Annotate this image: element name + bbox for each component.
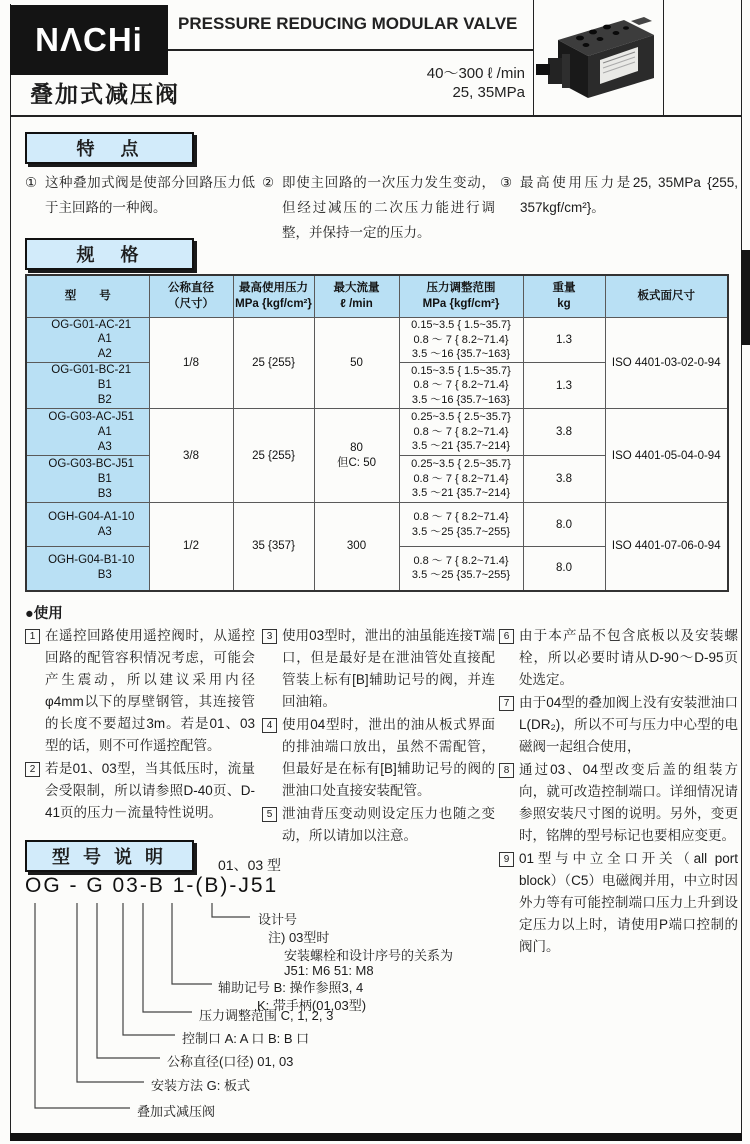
cell-range — [399, 456, 523, 503]
feature-text: 即使主回路的一次压力发生变动，但经过减压的二次压力能进行调整，并保持一定的压力。 — [282, 175, 495, 240]
usage-text: 由于04型的叠加阀上没有安装泄油口L(DR₂)，所以不可与压力中心型的电磁阀一起组合使用， — [519, 695, 738, 754]
usage-num: 9 — [499, 852, 514, 867]
model-name: OG-G01-BC-21 — [51, 364, 132, 377]
model-code: OG - G 03-B 1-(B)-J51 — [25, 874, 279, 897]
usage-text: 通过03、04型改变后盖的组装方向，就可改造控制端口。详细情况请参照安装尺寸图的说明。另外，变更时，铭牌的型号标记也要相应变更。 — [519, 762, 738, 843]
feature-item — [262, 170, 495, 245]
range-line: 0.15~3.5 { 1.5~35.7} — [411, 319, 511, 332]
usage-num: 3 — [262, 629, 277, 644]
usage-item — [262, 714, 495, 802]
usage-num: 2 — [25, 762, 40, 777]
usage-num: 8 — [499, 763, 514, 778]
usage-text: 泄油背压变动则设定压力也随之变动，所以请加以注意。 — [282, 806, 495, 843]
model-variant: B1 — [97, 379, 112, 392]
section-features-label: 特 点 — [76, 139, 143, 159]
col-header-flow — [314, 275, 399, 317]
col-header-maxp-line2: MPa {kgf/cm²} — [235, 298, 312, 311]
cell-range — [399, 409, 523, 456]
model-variant: A3 — [97, 440, 112, 453]
label-aux-symbol: 辅助记号 B: 操作参照3, 4 — [218, 980, 364, 995]
model-name: OG-G03-BC-J51 — [48, 457, 135, 470]
cell-model — [26, 503, 149, 547]
model-name: OG-G01-AC-21 — [51, 318, 132, 331]
flow-line: 80 — [350, 441, 363, 454]
usage-item — [25, 625, 255, 757]
header-divider-1 — [533, 0, 534, 115]
cell-range — [399, 317, 523, 363]
model-variant: A1 — [97, 425, 112, 438]
usage-item — [499, 848, 738, 958]
pressure-range: 25, 35MPa — [452, 84, 525, 101]
usage-item — [499, 625, 738, 691]
page-title: PRESSURE REDUCING MODULAR VALVE — [178, 14, 518, 33]
table-row — [26, 503, 728, 547]
col-header-size-line1: 公称直径 — [168, 281, 214, 294]
spec-header-row — [26, 275, 728, 317]
range-line: 0.8 ～ 7 { 8.2~71.4} — [413, 472, 509, 485]
label-control-port: 控制口 A: A 口 B: B 口 — [182, 1031, 310, 1046]
cell-model — [26, 363, 149, 409]
range-line: 0.25~3.5 { 2.5~35.7} — [411, 411, 511, 424]
header-divider-2 — [663, 0, 664, 115]
model-variant: B1 — [97, 472, 112, 485]
cell-maxpressure: 25 {255} — [233, 317, 314, 409]
cell-weight: 1.3 — [523, 317, 605, 363]
col-header-size-line2: （尺寸） — [168, 298, 214, 311]
usage-num: 7 — [499, 696, 514, 711]
model-variant: B3 — [97, 487, 112, 500]
model-variant: B3 — [97, 569, 112, 582]
cell-weight: 8.0 — [523, 503, 605, 547]
product-name: 叠加式减压阀 — [30, 81, 180, 107]
cell-flow — [314, 503, 399, 591]
section-model-code-label: 型 号 说 明 — [51, 847, 167, 867]
left-border — [10, 4, 11, 1134]
model-name: OG-G03-AC-J51 — [48, 410, 135, 423]
model-variant: A2 — [97, 348, 112, 361]
section-model-code — [25, 840, 194, 872]
features-col-1 — [25, 170, 255, 222]
col-header-weight-line2: kg — [557, 298, 571, 311]
usage-text: 由于本产品不包含底板以及安装螺栓，所以必要时请从D-90～D-95页处选定。 — [519, 628, 738, 687]
flow-line: 300 — [346, 540, 367, 553]
range-line: 0.8 ～ 7 { 8.2~71.4} — [413, 425, 509, 438]
model-variant: A3 — [97, 525, 112, 538]
cell-weight: 3.8 — [523, 456, 605, 503]
feature-num: ① — [25, 175, 38, 190]
cell-model — [26, 317, 149, 363]
section-index-tab — [741, 250, 750, 345]
cell-range — [399, 547, 523, 591]
range-line: 3.5 ～16 {35.7~163} — [411, 348, 511, 361]
usage-col-2 — [262, 625, 495, 848]
label-design-note3: J51: M6 51: M8 — [284, 963, 374, 978]
feature-item — [500, 170, 738, 220]
right-border — [741, 0, 742, 1134]
bottom-bar — [10, 1133, 742, 1141]
brand-logo-box — [10, 5, 168, 75]
usage-item — [499, 759, 738, 847]
table-row — [26, 317, 728, 363]
label-design-note1: 注) 03型时 — [268, 930, 330, 945]
cell-range — [399, 503, 523, 547]
col-header-range-line1: 压力调整范围 — [426, 281, 496, 294]
usage-num: 4 — [262, 718, 277, 733]
cell-iso: ISO 4401-05-04-0-94 — [605, 409, 728, 503]
label-aux-symbol-2: K: 带手柄(01,03型) — [257, 998, 367, 1013]
cell-weight: 3.8 — [523, 409, 605, 456]
usage-text: 使用03型时，泄出的油虽能连接T端口，但是最好是在泄油管处直接配管装上标有[B]辅助记号的阀，并连回油箱。 — [282, 628, 495, 709]
header-rule — [10, 115, 742, 117]
product-photo — [536, 8, 660, 112]
col-header-size — [149, 275, 233, 317]
col-header-model: 型 号 — [26, 275, 149, 317]
brand-logo: NΛCHi — [35, 21, 143, 58]
range-line: 0.8 ～ 7 { 8.2~71.4} — [413, 333, 509, 346]
section-specs-label: 规 格 — [76, 245, 143, 265]
range-line: 3.5 ～21 {35.7~214} — [411, 487, 511, 500]
label-design-number: 设计号 — [258, 912, 298, 927]
usage-item — [262, 803, 495, 847]
col-header-iso: 板式面尺寸 — [605, 275, 728, 317]
cell-size: 3/8 — [149, 409, 233, 503]
range-line: 3.5 ～16 {35.7~163} — [411, 393, 511, 406]
feature-item — [25, 170, 255, 220]
cell-iso: ISO 4401-07-06-0-94 — [605, 503, 728, 591]
range-line: 0.15~3.5 { 1.5~35.7} — [411, 364, 511, 377]
col-header-range — [399, 275, 523, 317]
model-variant: A1 — [97, 333, 112, 346]
usage-col-1 — [25, 625, 255, 825]
model-name: OGH-G04-B1-10 — [48, 554, 135, 567]
usage-num: 5 — [262, 807, 277, 822]
range-line: 0.8 ～ 7 { 8.2~71.4} — [413, 379, 509, 392]
label-valve-name: 叠加式减压阀 — [137, 1104, 216, 1119]
cell-model — [26, 409, 149, 456]
cell-range — [399, 363, 523, 409]
col-header-maxp-line1: 最高使用压力 — [239, 281, 308, 294]
cell-model — [26, 456, 149, 503]
label-mounting-method: 安装方法 G: 板式 — [151, 1078, 250, 1093]
usage-num: 1 — [25, 629, 40, 644]
usage-text: 若是01、03型，当其低压时，流量会受限制，所以请参照D-40页、D-41页的压力－流量特性说明。 — [45, 761, 255, 820]
flow-line: 50 — [350, 356, 363, 369]
range-line: 0.25~3.5 { 2.5~35.7} — [411, 458, 511, 471]
cell-weight: 1.3 — [523, 363, 605, 409]
cell-flow — [314, 317, 399, 409]
feature-text: 最高使用压力是25, 35MPa {255, 357kgf/cm²}。 — [520, 175, 738, 215]
title-underline — [168, 49, 533, 51]
col-header-flow-line2: ℓ /min — [340, 298, 373, 311]
section-specs — [25, 238, 194, 270]
feature-text: 这种叠加式阀是使部分回路压力低于主回路的一种阀。 — [45, 175, 255, 215]
usage-num: 6 — [499, 629, 514, 644]
cell-maxpressure: 35 {357} — [233, 503, 314, 591]
cell-size: 1/8 — [149, 317, 233, 409]
range-line: 0.8 ～ 7 { 8.2~71.4} — [413, 511, 509, 524]
spec-table — [25, 274, 729, 592]
cell-model — [26, 547, 149, 591]
table-row — [26, 409, 728, 456]
feature-num: ② — [262, 175, 275, 190]
section-features — [25, 132, 194, 164]
usage-text: 01型与中立全口开关（all port block）（C5）电磁阀并用，中立时因外力等有可能控制端口压力上升到设定压力以上时，请使用P端口控制的阀门。 — [519, 851, 738, 954]
col-header-range-line2: MPa {kgf/cm²} — [422, 298, 500, 311]
label-pressure-range: 压力调整范围 C, 1, 2, 3 — [199, 1008, 334, 1023]
usage-heading: ●使用 — [25, 606, 63, 622]
usage-col-3 — [499, 625, 738, 959]
range-line: 0.8 ～ 7 { 8.2~71.4} — [413, 554, 509, 567]
features-col-3 — [500, 170, 738, 222]
flow-line: 但C: 50 — [337, 456, 376, 469]
cell-flow — [314, 409, 399, 503]
usage-text: 在遥控回路使用遥控阀时，从遥控回路的配管容积情况考虑，可能会产生震动，所以建议采用内径φ4mm以下的厚壁钢管，其连接管的长度不要超过3m。若是01、03型的话，则不可作遥控配管。 — [45, 628, 255, 753]
cell-maxpressure: 25 {255} — [233, 409, 314, 503]
col-header-maxpressure — [233, 275, 314, 317]
usage-text: 使用04型时，泄出的油从板式界面的排油端口放出，虽然不需配管，但最好是在标有[B]辅助记号的阀的泄油口处直接安装配管。 — [282, 717, 495, 798]
flow-range: 40～300 ℓ /min — [426, 65, 525, 82]
label-nominal-diameter: 公称直径(口径) 01, 03 — [167, 1054, 294, 1069]
range-line: 3.5 ～25 {35.7~255} — [411, 569, 511, 582]
model-code-applies-to: 01、03 型 — [218, 857, 282, 873]
usage-item — [499, 692, 738, 758]
feature-num: ③ — [500, 175, 513, 190]
usage-item — [25, 758, 255, 824]
col-header-weight-line1: 重量 — [552, 281, 576, 294]
model-name: OGH-G04-A1-10 — [48, 510, 135, 523]
features-col-2 — [262, 170, 495, 247]
col-header-flow-line1: 最大流量 — [333, 281, 380, 294]
cell-weight: 8.0 — [523, 547, 605, 591]
label-design-note2: 安装螺栓和设计序号的关系为 — [284, 948, 454, 963]
cell-size: 1/2 — [149, 503, 233, 591]
range-line: 3.5 ～21 {35.7~214} — [411, 440, 511, 453]
usage-item — [262, 625, 495, 713]
model-variant: B2 — [97, 394, 112, 407]
col-header-weight — [523, 275, 605, 317]
cell-iso: ISO 4401-03-02-0-94 — [605, 317, 728, 409]
range-line: 3.5 ～25 {35.7~255} — [411, 525, 511, 538]
